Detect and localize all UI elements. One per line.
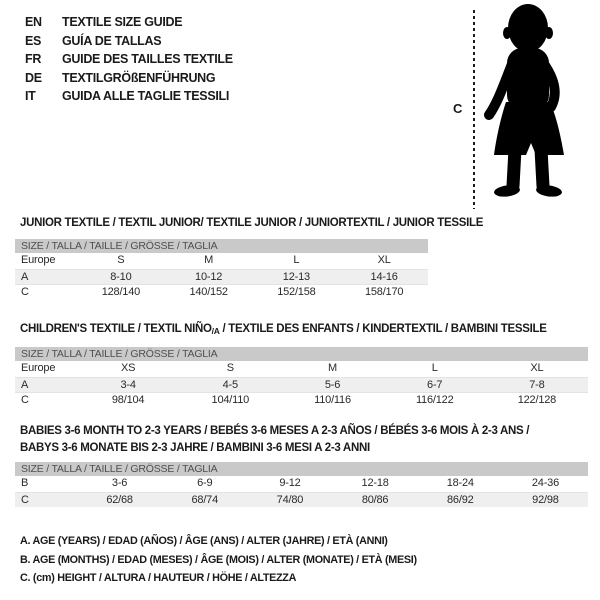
- size-cell: 86/92: [447, 493, 474, 506]
- size-cell: XL: [377, 254, 391, 266]
- row-label: B: [21, 477, 29, 489]
- size-cell: 152/158: [277, 286, 316, 298]
- language-label: GUIDA ALLE TAGLIE TESSILI: [62, 89, 230, 103]
- row-label: A: [21, 270, 29, 283]
- size-cell: 80/86: [361, 493, 389, 506]
- size-cell: 8-10: [110, 270, 132, 283]
- row-label: Europe: [21, 254, 56, 266]
- height-dotted-line: [473, 10, 475, 209]
- size-cell: 7-8: [529, 378, 545, 391]
- size-cell: 62/68: [106, 493, 133, 506]
- language-label: GUIDE DES TAILLES TEXTILE: [62, 52, 233, 66]
- children-size-table: [15, 347, 588, 408]
- size-cell: 116/122: [415, 394, 454, 406]
- size-cell: 110/116: [314, 394, 351, 406]
- size-cell: S: [226, 362, 234, 374]
- size-cell: 9-12: [279, 477, 301, 489]
- babies-size-table: [15, 462, 588, 507]
- size-cell: 12-13: [282, 270, 310, 283]
- junior-size-table: [15, 239, 428, 300]
- size-cell: 10-12: [195, 270, 223, 283]
- baby-silhouette-icon: [480, 2, 570, 207]
- language-code: ES: [25, 33, 42, 48]
- row-label: C: [21, 394, 29, 406]
- size-cell: 68/74: [191, 493, 219, 506]
- children-table-rows: [15, 361, 588, 408]
- language-label: TEXTILE SIZE GUIDE: [62, 15, 183, 29]
- footnote-c: C. (cm) HEIGHT / ALTURA / HAUTEUR / HÖHE / ALTEZZA: [20, 572, 297, 584]
- size-cell: 3-6: [111, 477, 128, 489]
- row-label: A: [21, 378, 29, 391]
- language-label: GUÍA DE TALLAS: [62, 33, 162, 48]
- language-row-en: [25, 13, 233, 32]
- size-cell: 140/152: [189, 286, 228, 298]
- height-measure-label: C: [453, 101, 463, 116]
- size-cell: 122/128: [517, 394, 557, 406]
- table-row: [15, 361, 588, 377]
- table-row: [15, 377, 588, 393]
- language-code: DE: [25, 70, 42, 85]
- table-row: [15, 269, 428, 285]
- size-cell: 5-6: [324, 378, 341, 391]
- size-cell: 98/104: [111, 394, 145, 406]
- language-row-es: [25, 32, 233, 51]
- footnote-b: B. AGE (MONTHS) / EDAD (MESES) / ÂGE (MOIS) / ALTER (MONATE) / ETÀ (MESI): [20, 553, 417, 566]
- size-cell: M: [328, 362, 337, 374]
- size-cell: 24-36: [531, 477, 560, 489]
- section-title-babies: [20, 423, 529, 457]
- footnote-a: A. AGE (YEARS) / EDAD (AÑOS) / ÂGE (ANS) / ALTER (JAHRE) / ETÀ (ANNI): [20, 535, 388, 547]
- footnotes: [20, 532, 417, 588]
- language-row-de: [25, 69, 233, 88]
- size-cell: M: [204, 254, 214, 266]
- size-cell: 14-16: [370, 270, 398, 283]
- babies-table-rows: [15, 476, 588, 507]
- table-row: [15, 253, 428, 269]
- table-row: [15, 284, 428, 300]
- row-label: C: [21, 286, 29, 298]
- language-code: FR: [25, 52, 42, 66]
- size-cell: 6-9: [197, 477, 213, 489]
- language-code: EN: [25, 15, 42, 29]
- language-row-fr: [25, 50, 233, 69]
- size-cell: 4-5: [222, 378, 238, 391]
- baby-height-figure: [450, 2, 598, 214]
- language-row-it: [25, 87, 233, 106]
- children-title-subscript: /A: [211, 326, 220, 336]
- row-label: Europe: [21, 362, 56, 374]
- table-row: [15, 476, 588, 492]
- size-cell: 18-24: [446, 477, 474, 489]
- table-row: [15, 492, 588, 508]
- size-cell: 12-18: [361, 477, 389, 489]
- size-cell: L: [431, 362, 438, 374]
- size-header-bar: SIZE / TALLA / TAILLE / GRÖSSE / TAGLIA: [15, 347, 588, 361]
- babies-title-line2: BABYS 3-6 MONATE BIS 2-3 JAHRE / BAMBINI 3-6 MESI A 2-3 ANNI: [20, 442, 370, 454]
- section-title-children: [20, 321, 547, 338]
- size-cell: S: [117, 254, 125, 266]
- size-cell: 3-4: [120, 378, 136, 391]
- babies-title-line1: BABIES 3-6 MONTH TO 2-3 YEARS / BEBÉS 3-6 MESES A 2-3 AÑOS / BÉBÉS 3-6 MOIS À 2-3 ANS /: [20, 425, 530, 437]
- size-header-bar: SIZE / TALLA / TAILLE / GRÖSSE / TAGLIA: [15, 239, 428, 253]
- children-title-part: / TEXTILE DES ENFANTS / KINDERTEXTIL / BAMBINI TESSILE: [219, 323, 547, 335]
- size-cell: XL: [530, 362, 544, 374]
- language-list: [25, 13, 233, 106]
- size-cell: 74/80: [276, 493, 304, 506]
- size-cell: 128/140: [101, 286, 141, 298]
- children-title-part: CHILDREN'S TEXTILE / TEXTIL NIÑO: [20, 323, 212, 335]
- size-cell: 6-7: [427, 378, 443, 391]
- row-label: C: [21, 493, 29, 506]
- language-code: IT: [25, 89, 36, 103]
- size-cell: 104/110: [211, 394, 250, 406]
- size-header-bar: SIZE / TALLA / TAILLE / GRÖSSE / TAGLIA: [15, 462, 588, 476]
- size-cell: 158/170: [364, 286, 404, 298]
- size-cell: L: [293, 254, 300, 266]
- language-label: TEXTILGRÖßENFÜHRUNG: [62, 70, 216, 85]
- size-cell: XS: [120, 362, 136, 374]
- table-row: [15, 392, 588, 408]
- size-cell: 92/98: [532, 493, 559, 506]
- section-title-junior: JUNIOR TEXTILE / TEXTIL JUNIOR/ TEXTILE JUNIOR / JUNIORTEXTIL / JUNIOR TESSILE: [20, 217, 484, 229]
- junior-table-rows: [15, 253, 428, 300]
